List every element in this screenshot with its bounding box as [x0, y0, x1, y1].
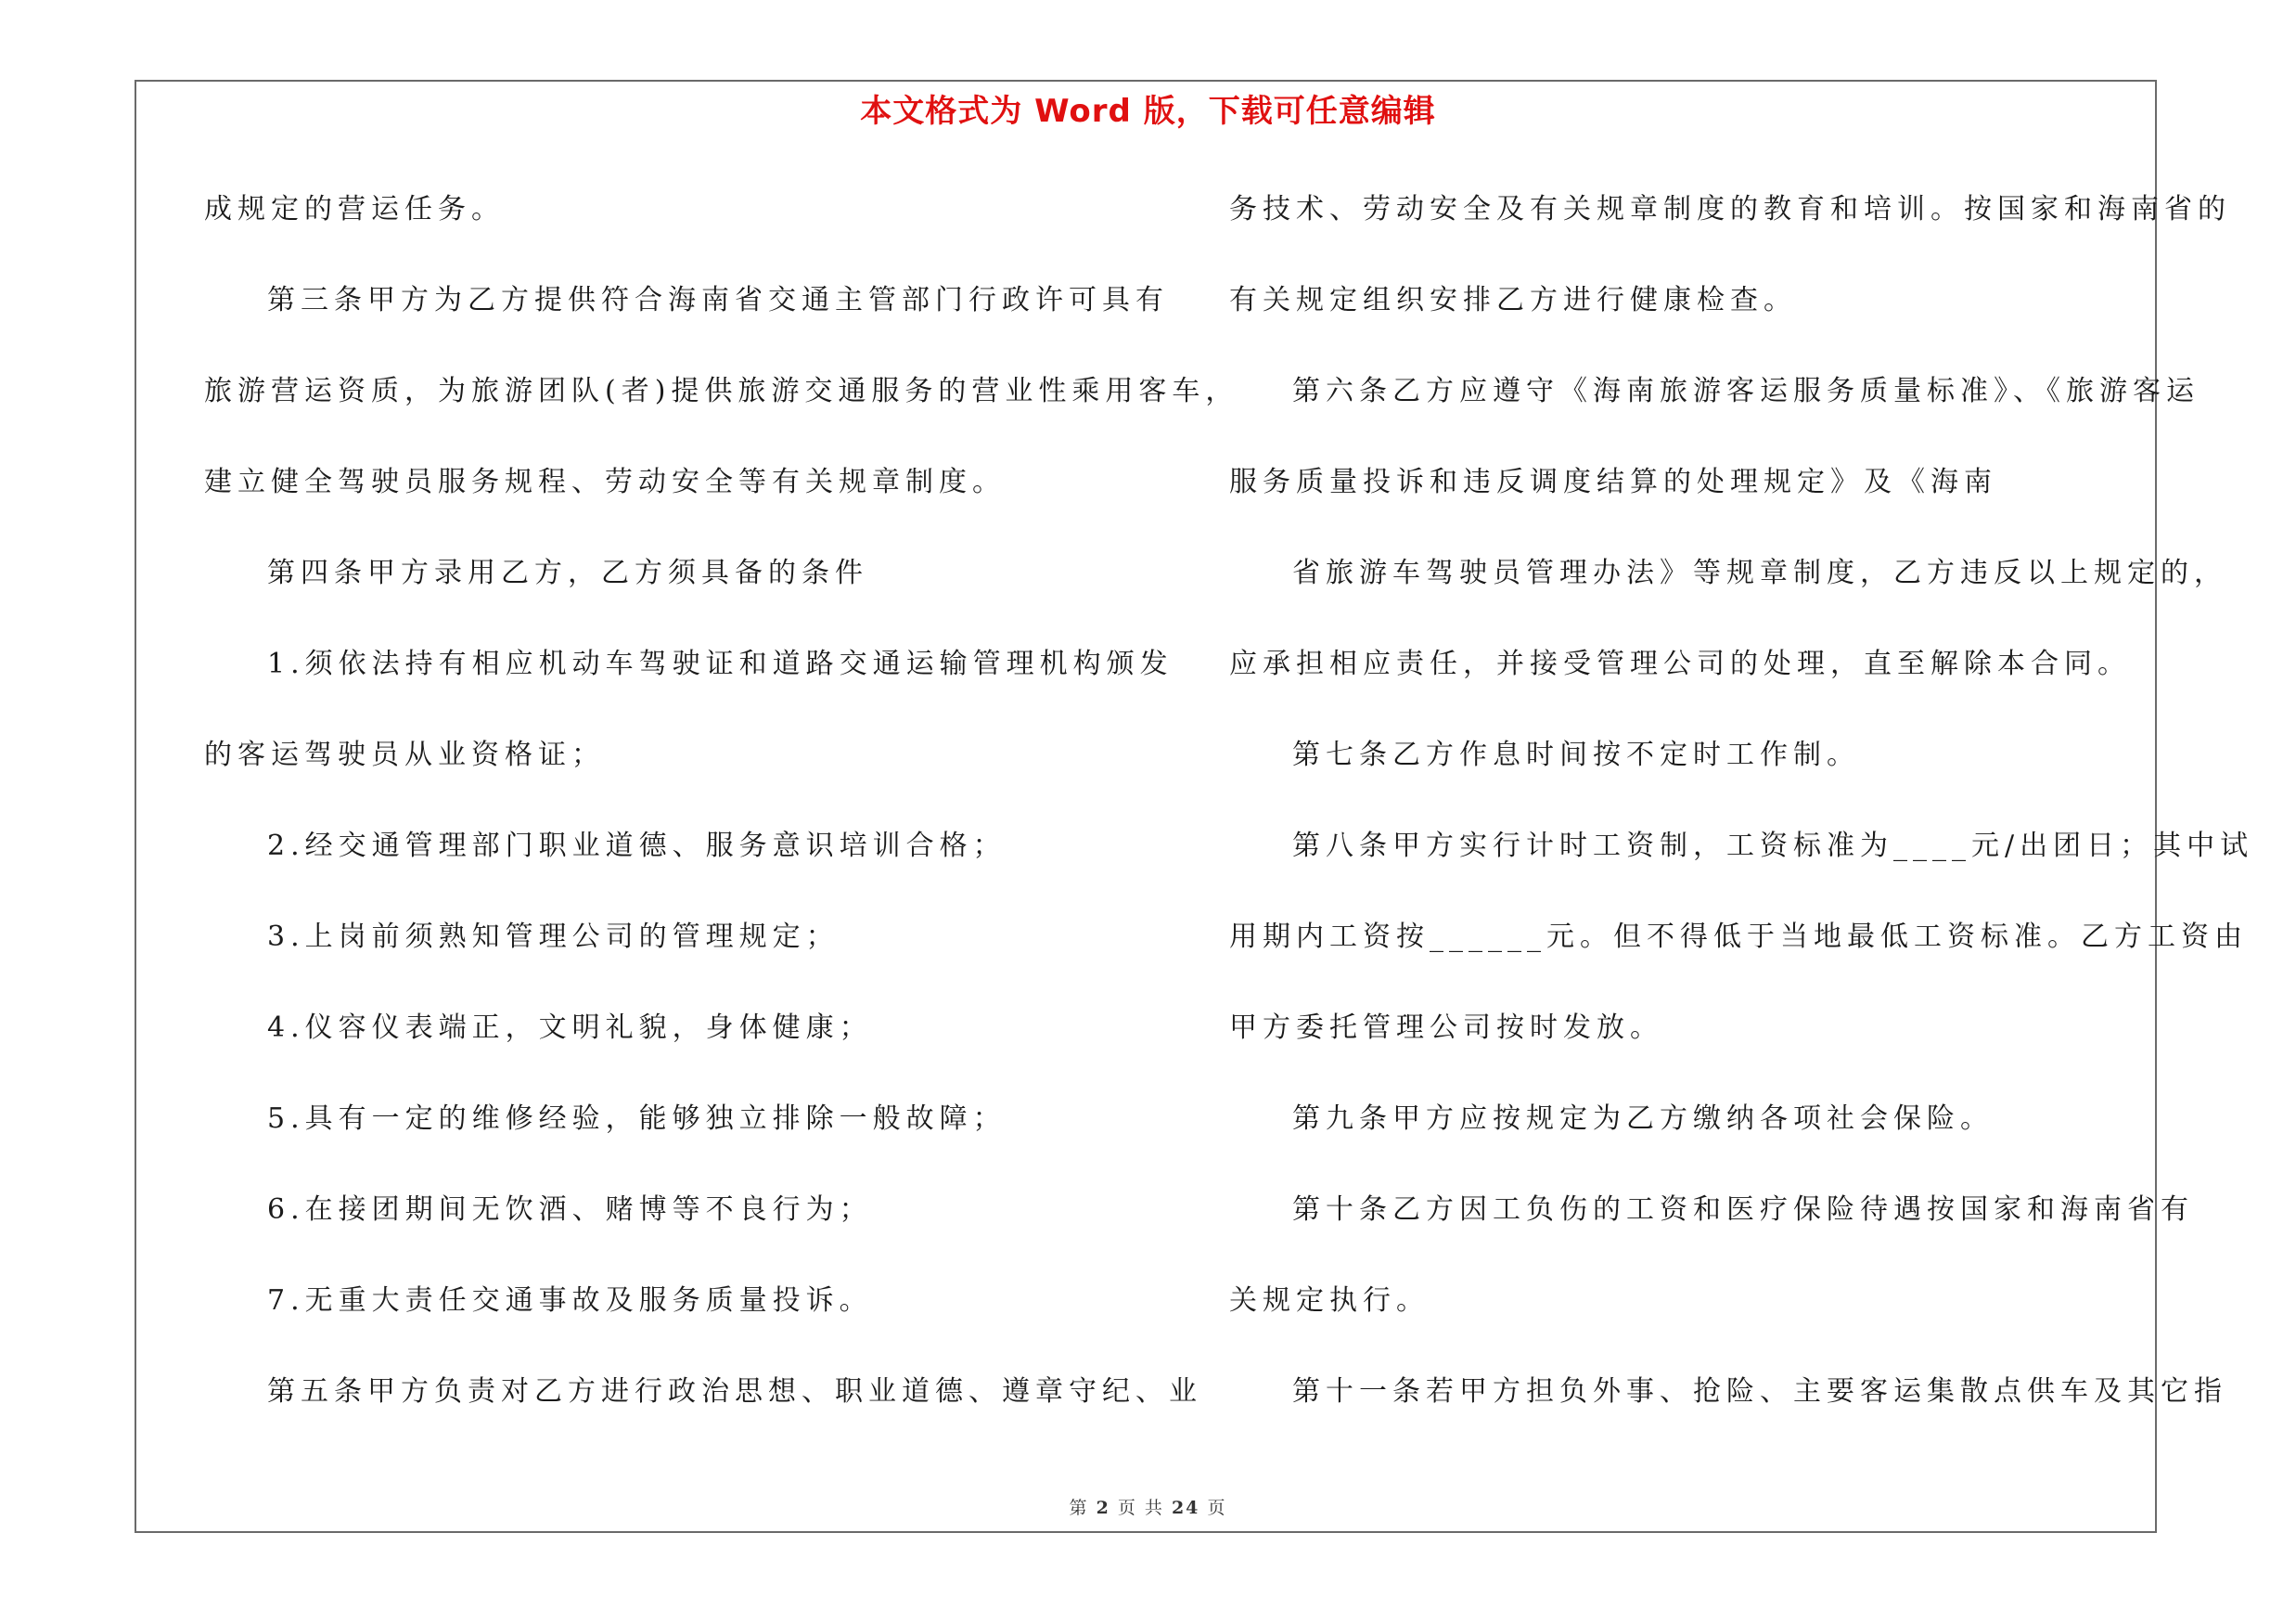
text-line: 3.上岗前须熟知管理公司的管理规定；	[267, 921, 840, 953]
text-line: 第七条乙方作息时间按不定时工作制。	[1292, 739, 1860, 771]
text-line: 6.在接团期间无饮酒、赌博等不良行为；	[267, 1193, 873, 1226]
left-column	[204, 182, 1239, 1455]
text-line: 2.经交通管理部门职业道德、服务意识培训合格；	[267, 830, 1007, 862]
footer-middle: 页 共	[1117, 1498, 1164, 1518]
current-page-number: 2	[1096, 1498, 1110, 1518]
text-line: 用期内工资按______元。但不得低于当地最低工资标准。乙方工资由	[1229, 921, 2248, 953]
text-line: 1.须依法持有相应机动车驾驶证和道路交通运输管理机构颁发	[267, 648, 1174, 680]
page-footer	[0, 1494, 2296, 1519]
text-line: 7.无重大责任交通事故及服务质量投诉。	[267, 1284, 873, 1317]
text-line: 第四条甲方录用乙方，乙方须具备的条件	[267, 557, 868, 589]
footer-prefix: 第	[1069, 1498, 1089, 1518]
text-line: 省旅游车驾驶员管理办法》等规章制度，乙方违反以上规定的，	[1292, 557, 2227, 589]
right-column	[1229, 182, 2254, 1455]
text-line: 第十一条若甲方担负外事、抢险、主要客运集散点供车及其它指	[1292, 1375, 2227, 1408]
text-line: 建立健全驾驶员服务规程、劳动安全等有关规章制度。	[204, 466, 1006, 498]
text-line: 第六条乙方应遵守《海南旅游客运服务质量标准》、《旅游客运	[1292, 375, 2200, 407]
format-notice-banner: 本文格式为 Word 版，下载可任意编辑	[860, 93, 1436, 130]
text-line: 务技术、劳动安全及有关规章制度的教育和培训。按国家和海南省的	[1229, 193, 2231, 225]
text-line: 应承担相应责任，并接受管理公司的处理，直至解除本合同。	[1229, 648, 2131, 680]
text-line: 第八条甲方实行计时工资制，工资标准为____元/出团日；其中试	[1292, 830, 2254, 862]
text-line: 甲方委托管理公司按时发放。	[1229, 1011, 1663, 1044]
text-line: 第九条甲方应按规定为乙方缴纳各项社会保险。	[1292, 1102, 1994, 1135]
text-line: 5.具有一定的维修经验，能够独立排除一般故障；	[267, 1102, 1007, 1135]
text-line: 的客运驾驶员从业资格证；	[204, 739, 605, 771]
text-line: 旅游营运资质，为旅游团队(者)提供旅游交通服务的营业性乘用客车，	[204, 375, 1239, 407]
text-line: 第十条乙方因工负伤的工资和医疗保险待遇按国家和海南省有	[1292, 1193, 2194, 1226]
text-line: 第五条甲方负责对乙方进行政治思想、职业道德、遵章守纪、业	[267, 1375, 1202, 1408]
text-line: 4.仪容仪表端正，文明礼貌，身体健康；	[267, 1011, 873, 1044]
text-line: 第三条甲方为乙方提供符合海南省交通主管部门行政许可具有	[267, 284, 1169, 316]
text-line: 成规定的营运任务。	[204, 193, 505, 225]
footer-suffix: 页	[1207, 1498, 1227, 1518]
text-line: 关规定执行。	[1229, 1284, 1430, 1317]
total-page-count: 24	[1171, 1498, 1200, 1518]
text-line: 有关规定组织安排乙方进行健康检查。	[1229, 284, 1797, 316]
text-line: 服务质量投诉和违反调度结算的处理规定》及《海南	[1229, 466, 1997, 498]
